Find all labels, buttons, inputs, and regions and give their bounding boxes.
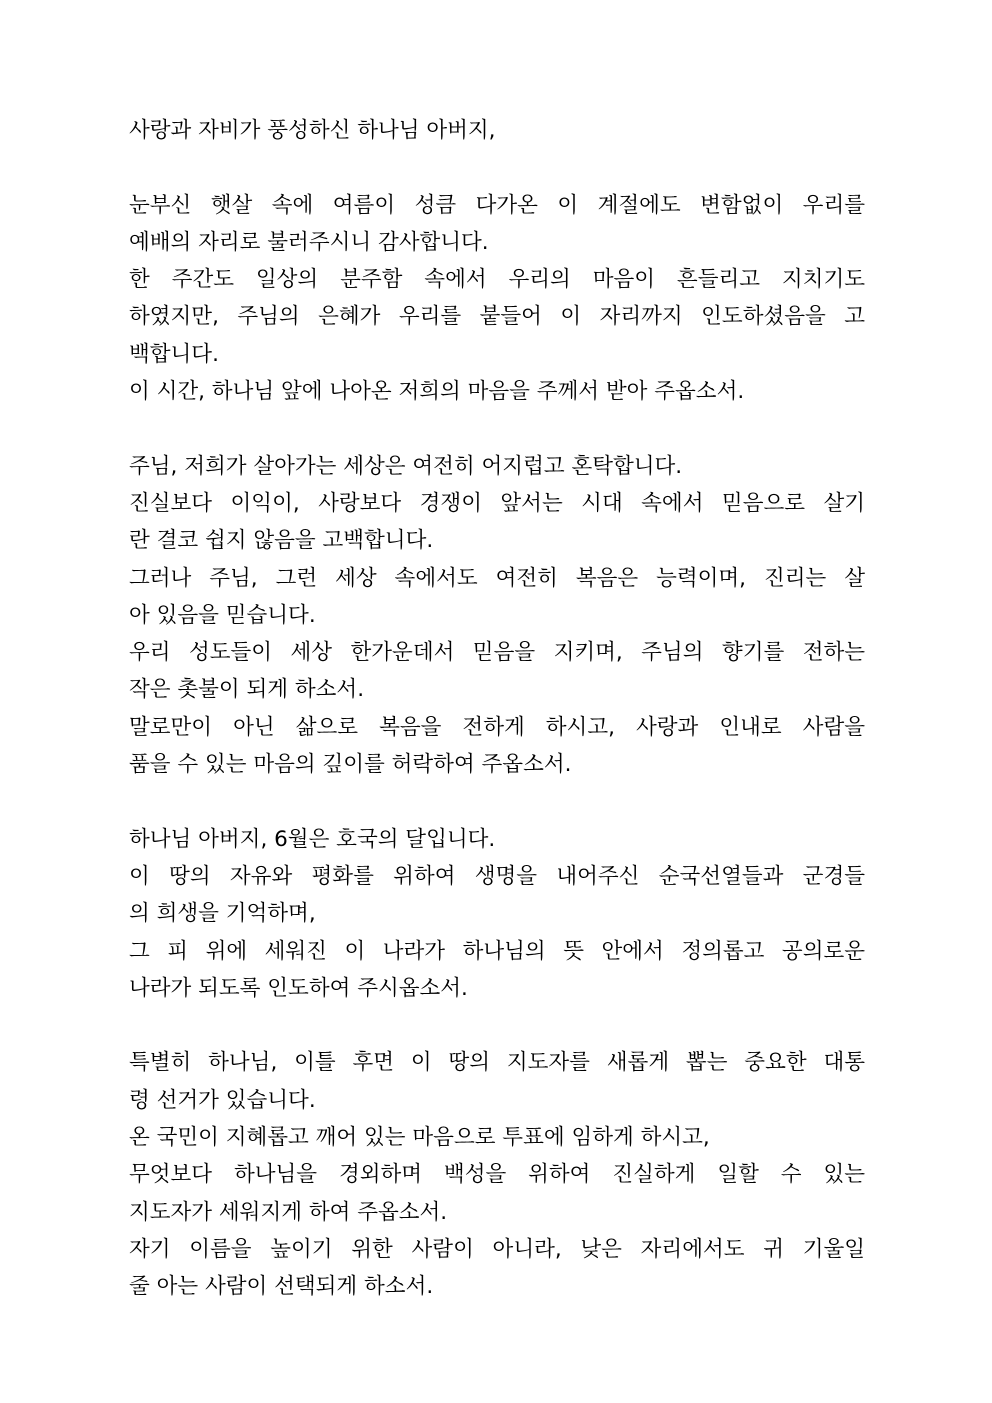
- text-line: 줄 아는 사람이 선택되게 하소서.: [129, 1274, 434, 1300]
- text-line: 령 선거가 있습니다.: [129, 1087, 316, 1113]
- text-line: 주님, 저희가 살아가는 세상은 여전히 어지럽고 혼탁합니다.: [129, 453, 683, 479]
- text-line: 그러나 주님, 그런 세상 속에서도 여전히 복음은 능력이며, 진리는 살: [129, 565, 865, 591]
- text-line: 사랑과 자비가 풍성하신 하나님 아버지,: [129, 118, 496, 143]
- paragraph-gap: [129, 783, 865, 820]
- text-line: 예배의 자리로 불러주시니 감사합니다.: [129, 229, 489, 255]
- text-line: 란 결코 쉽지 않음을 고백합니다.: [129, 528, 434, 554]
- text-line: 하나님 아버지, 6월은 호국의 달입니다.: [129, 826, 496, 852]
- text-line: 자기 이름을 높이기 위한 사람이 아니라, 낮은 자리에서도 귀 기울일: [129, 1236, 865, 1262]
- text-line: 우리 성도들이 세상 한가운데서 믿음을 지키며, 주님의 향기를 전하는: [129, 640, 865, 666]
- text-line: 눈부신 햇살 속에 여름이 성큼 다가온 이 계절에도 변함없이 우리를: [129, 192, 865, 218]
- paragraph-gap: [129, 410, 865, 447]
- text-line: 나라가 되도록 인도하여 주시옵소서.: [129, 975, 468, 1001]
- text-line: 온 국민이 지혜롭고 깨어 있는 마음으로 투표에 임하게 하시고,: [129, 1125, 710, 1151]
- text-line: 백합니다.: [129, 341, 219, 367]
- text-line: 이 시간, 하나님 앞에 나아온 저희의 마음을 주께서 받아 주옵소서.: [129, 379, 745, 405]
- text-line: 한 주간도 일상의 분주함 속에서 우리의 마음이 흔들리고 지치기도: [129, 267, 865, 293]
- text-line: 진실보다 이익이, 사랑보다 경쟁이 앞서는 시대 속에서 믿음으로 살기: [129, 490, 865, 516]
- text-line: 이 땅의 자유와 평화를 위하여 생명을 내어주신 순국선열들과 군경들: [129, 863, 865, 889]
- text-line: 지도자가 세워지게 하여 주옵소서.: [129, 1199, 448, 1225]
- paragraph-gap: [129, 149, 865, 186]
- text-line: 품을 수 있는 마음의 깊이를 허락하여 주옵소서.: [129, 752, 572, 778]
- text-line: 하였지만, 주님의 은혜가 우리를 붙들어 이 자리까지 인도하셨음을 고: [129, 304, 865, 330]
- text-line: 아 있음을 믿습니다.: [129, 602, 316, 628]
- prayer-text: [129, 112, 865, 1306]
- text-line: 의 희생을 기억하며,: [129, 901, 316, 927]
- text-line: 무엇보다 하나님을 경외하며 백성을 위하여 진실하게 일할 수 있는: [129, 1162, 865, 1188]
- text-line: 작은 촛불이 되게 하소서.: [129, 677, 365, 703]
- text-line: 그 피 위에 세워진 이 나라가 하나님의 뜻 안에서 정의롭고 공의로운: [129, 938, 865, 964]
- text-line: 말로만이 아닌 삶으로 복음을 전하게 하시고, 사랑과 인내로 사람을: [129, 714, 865, 740]
- paragraph-gap: [129, 1007, 865, 1044]
- text-line: 특별히 하나님, 이틀 후면 이 땅의 지도자를 새롭게 뽑는 중요한 대통: [129, 1050, 865, 1076]
